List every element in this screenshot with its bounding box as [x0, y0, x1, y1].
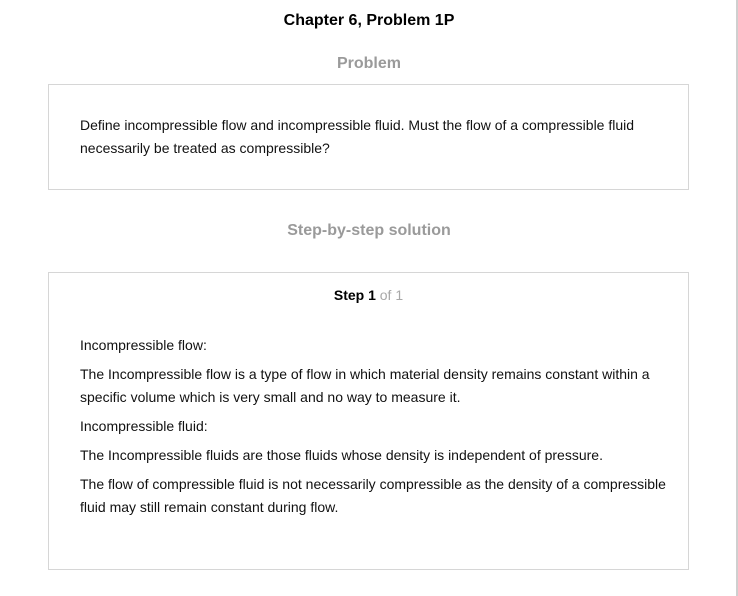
step-body	[80, 334, 670, 525]
incompressible-flow-definition: The Incompressible flow is a type of flow in which material density remains constant within a specific volume which is very small and no way to measure it.	[80, 366, 650, 405]
incompressible-flow-heading: Incompressible flow:	[80, 337, 207, 353]
step-header	[49, 287, 688, 303]
problem-box	[48, 84, 689, 190]
step-label: Step 1	[333, 287, 376, 303]
incompressible-fluid-definition: The Incompressible fluids are those fluids whose density is independent of pressure.	[80, 447, 603, 463]
solution-box	[48, 272, 689, 570]
problem-text: Define incompressible flow and incompressible fluid. Must the flow of a compressible fluid necessarily be treated as compressible?	[80, 117, 635, 156]
problem-heading: Problem	[336, 55, 401, 72]
step-count: of 1	[379, 287, 404, 303]
incompressible-fluid-heading: Incompressible fluid:	[80, 418, 208, 434]
solution-heading: Step-by-step solution	[287, 222, 451, 239]
chapter-title: Chapter 6, Problem 1P	[283, 12, 455, 29]
compressible-fluid-conclusion: The flow of compressible fluid is not necessarily compressible as the density of a compressible fluid may still remain constant during flow.	[80, 476, 666, 515]
